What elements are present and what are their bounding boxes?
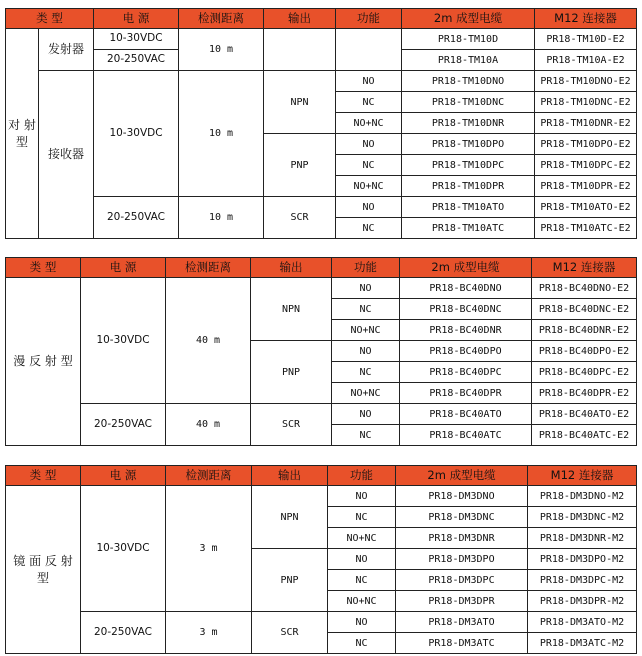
function-cell: NO+NC [336, 113, 402, 134]
power-cell: 20-250VAC [81, 404, 166, 446]
function-cell: NO+NC [328, 528, 396, 549]
connector-cell: PR18-DM3DPC-M2 [528, 570, 637, 591]
header-row [6, 466, 637, 486]
connector-cell: PR18-DM3ATC-M2 [528, 633, 637, 654]
distance-cell: 10 m [179, 29, 264, 71]
connector-cell: PR18-BC40DNO-E2 [532, 278, 637, 299]
header-output: 输出 [252, 466, 328, 486]
distance-cell: 10 m [179, 71, 264, 197]
connector-cell: PR18-DM3DNC-M2 [528, 507, 637, 528]
cable-cell: PR18-TM10DPO [402, 134, 535, 155]
cable-cell: PR18-BC40DNC [400, 299, 532, 320]
header-connector: M12 连接器 [528, 466, 637, 486]
distance-cell: 40 m [166, 404, 251, 446]
function-cell: NC [336, 92, 402, 113]
header-connector: M12 连接器 [535, 9, 637, 29]
function-cell-empty [336, 29, 402, 71]
cable-cell: PR18-TM10DNC [402, 92, 535, 113]
header-cable: 2m 成型电缆 [400, 258, 532, 278]
header-cable: 2m 成型电缆 [396, 466, 528, 486]
function-cell: NO [336, 197, 402, 218]
connector-cell: PR18-BC40ATO-E2 [532, 404, 637, 425]
connector-cell: PR18-DM3ATO-M2 [528, 612, 637, 633]
header-function: 功能 [332, 258, 400, 278]
function-cell: NO+NC [328, 591, 396, 612]
function-cell: NO [328, 612, 396, 633]
connector-cell: PR18-TM10D-E2 [535, 29, 637, 50]
connector-cell: PR18-BC40DPO-E2 [532, 341, 637, 362]
function-cell: NC [336, 155, 402, 176]
table-diffuse [5, 257, 637, 446]
power-cell: 20-250VAC [94, 197, 179, 239]
function-cell: NO [332, 341, 400, 362]
cable-cell: PR18-BC40ATC [400, 425, 532, 446]
connector-cell: PR18-DM3DPO-M2 [528, 549, 637, 570]
power-cell: 20-250VAC [81, 612, 166, 654]
cable-cell: PR18-TM10D [402, 29, 535, 50]
connector-cell: PR18-BC40DPC-E2 [532, 362, 637, 383]
type-cell: 对 射 型 [6, 29, 39, 239]
table-row [6, 71, 637, 92]
output-pnp: PNP [264, 134, 336, 197]
function-cell: NO [336, 134, 402, 155]
header-type: 类 型 [6, 466, 81, 486]
header-connector: M12 连接器 [532, 258, 637, 278]
output-cell-empty [264, 29, 336, 71]
function-cell: NO [328, 549, 396, 570]
output-scr: SCR [264, 197, 336, 239]
function-cell: NC [328, 633, 396, 654]
cable-cell: PR18-DM3ATO [396, 612, 528, 633]
output-npn: NPN [264, 71, 336, 134]
cable-cell: PR18-BC40ATO [400, 404, 532, 425]
function-cell: NC [328, 570, 396, 591]
header-row [6, 258, 637, 278]
table-row [6, 612, 637, 633]
cable-cell: PR18-DM3ATC [396, 633, 528, 654]
function-cell: NO [336, 71, 402, 92]
emitter-label: 发射器 [39, 29, 94, 71]
cable-cell: PR18-TM10ATC [402, 218, 535, 239]
connector-cell: PR18-TM10A-E2 [535, 50, 637, 71]
output-pnp: PNP [251, 341, 332, 404]
power-cell: 10-30VDC [94, 29, 179, 50]
cable-cell: PR18-BC40DPC [400, 362, 532, 383]
connector-cell: PR18-TM10DNC-E2 [535, 92, 637, 113]
table-retro-reflective [5, 465, 637, 654]
cable-cell: PR18-DM3DNR [396, 528, 528, 549]
connector-cell: PR18-TM10ATO-E2 [535, 197, 637, 218]
power-cell: 10-30VDC [81, 486, 166, 612]
connector-cell: PR18-BC40DNC-E2 [532, 299, 637, 320]
function-cell: NO [328, 486, 396, 507]
function-cell: NC [328, 507, 396, 528]
function-cell: NO [332, 404, 400, 425]
table-row [6, 197, 637, 218]
table-thru-beam [5, 8, 637, 239]
header-output: 输出 [264, 9, 336, 29]
output-npn: NPN [252, 486, 328, 549]
cable-cell: PR18-DM3DPR [396, 591, 528, 612]
output-scr: SCR [251, 404, 332, 446]
function-cell: NC [332, 362, 400, 383]
output-npn: NPN [251, 278, 332, 341]
connector-cell: PR18-TM10DNR-E2 [535, 113, 637, 134]
power-cell: 20-250VAC [94, 50, 179, 71]
connector-cell: PR18-TM10DPO-E2 [535, 134, 637, 155]
distance-cell: 3 m [166, 612, 252, 654]
table-row [6, 404, 637, 425]
cable-cell: PR18-DM3DNC [396, 507, 528, 528]
function-cell: NC [336, 218, 402, 239]
output-pnp: PNP [252, 549, 328, 612]
connector-cell: PR18-DM3DNR-M2 [528, 528, 637, 549]
connector-cell: PR18-TM10DNO-E2 [535, 71, 637, 92]
cable-cell: PR18-TM10A [402, 50, 535, 71]
header-type: 类 型 [6, 258, 81, 278]
header-power: 电 源 [94, 9, 179, 29]
table-row [6, 486, 637, 507]
header-type: 类 型 [6, 9, 94, 29]
connector-cell: PR18-DM3DPR-M2 [528, 591, 637, 612]
cable-cell: PR18-TM10DPC [402, 155, 535, 176]
connector-cell: PR18-BC40ATC-E2 [532, 425, 637, 446]
header-row [6, 9, 637, 29]
distance-cell: 10 m [179, 197, 264, 239]
cable-cell: PR18-TM10DNO [402, 71, 535, 92]
connector-cell: PR18-TM10DPR-E2 [535, 176, 637, 197]
header-distance: 检测距离 [166, 466, 252, 486]
cable-cell: PR18-DM3DPC [396, 570, 528, 591]
header-power: 电 源 [81, 258, 166, 278]
connector-cell: PR18-BC40DPR-E2 [532, 383, 637, 404]
cable-cell: PR18-TM10DPR [402, 176, 535, 197]
cable-cell: PR18-BC40DPR [400, 383, 532, 404]
distance-cell: 40 m [166, 278, 251, 404]
cable-cell: PR18-TM10ATO [402, 197, 535, 218]
connector-cell: PR18-TM10ATC-E2 [535, 218, 637, 239]
function-cell: NO+NC [336, 176, 402, 197]
power-cell: 10-30VDC [94, 71, 179, 197]
function-cell: NO [332, 278, 400, 299]
function-cell: NO+NC [332, 320, 400, 341]
header-function: 功能 [336, 9, 402, 29]
header-distance: 检测距离 [166, 258, 251, 278]
power-cell: 10-30VDC [81, 278, 166, 404]
type-cell: 镜 面 反 射 型 [6, 486, 81, 654]
cable-cell: PR18-DM3DNO [396, 486, 528, 507]
table-row [6, 278, 637, 299]
function-cell: NC [332, 299, 400, 320]
connector-cell: PR18-BC40DNR-E2 [532, 320, 637, 341]
connector-cell: PR18-TM10DPC-E2 [535, 155, 637, 176]
cable-cell: PR18-BC40DNR [400, 320, 532, 341]
type-cell: 漫 反 射 型 [6, 278, 81, 446]
receiver-label: 接收器 [39, 71, 94, 239]
function-cell: NO+NC [332, 383, 400, 404]
cable-cell: PR18-TM10DNR [402, 113, 535, 134]
distance-cell: 3 m [166, 486, 252, 612]
connector-cell: PR18-DM3DNO-M2 [528, 486, 637, 507]
header-power: 电 源 [81, 466, 166, 486]
output-scr: SCR [252, 612, 328, 654]
header-output: 输出 [251, 258, 332, 278]
header-cable: 2m 成型电缆 [402, 9, 535, 29]
header-distance: 检测距离 [179, 9, 264, 29]
cable-cell: PR18-BC40DPO [400, 341, 532, 362]
function-cell: NC [332, 425, 400, 446]
table-row [6, 29, 637, 50]
header-function: 功能 [328, 466, 396, 486]
cable-cell: PR18-DM3DPO [396, 549, 528, 570]
cable-cell: PR18-BC40DNO [400, 278, 532, 299]
